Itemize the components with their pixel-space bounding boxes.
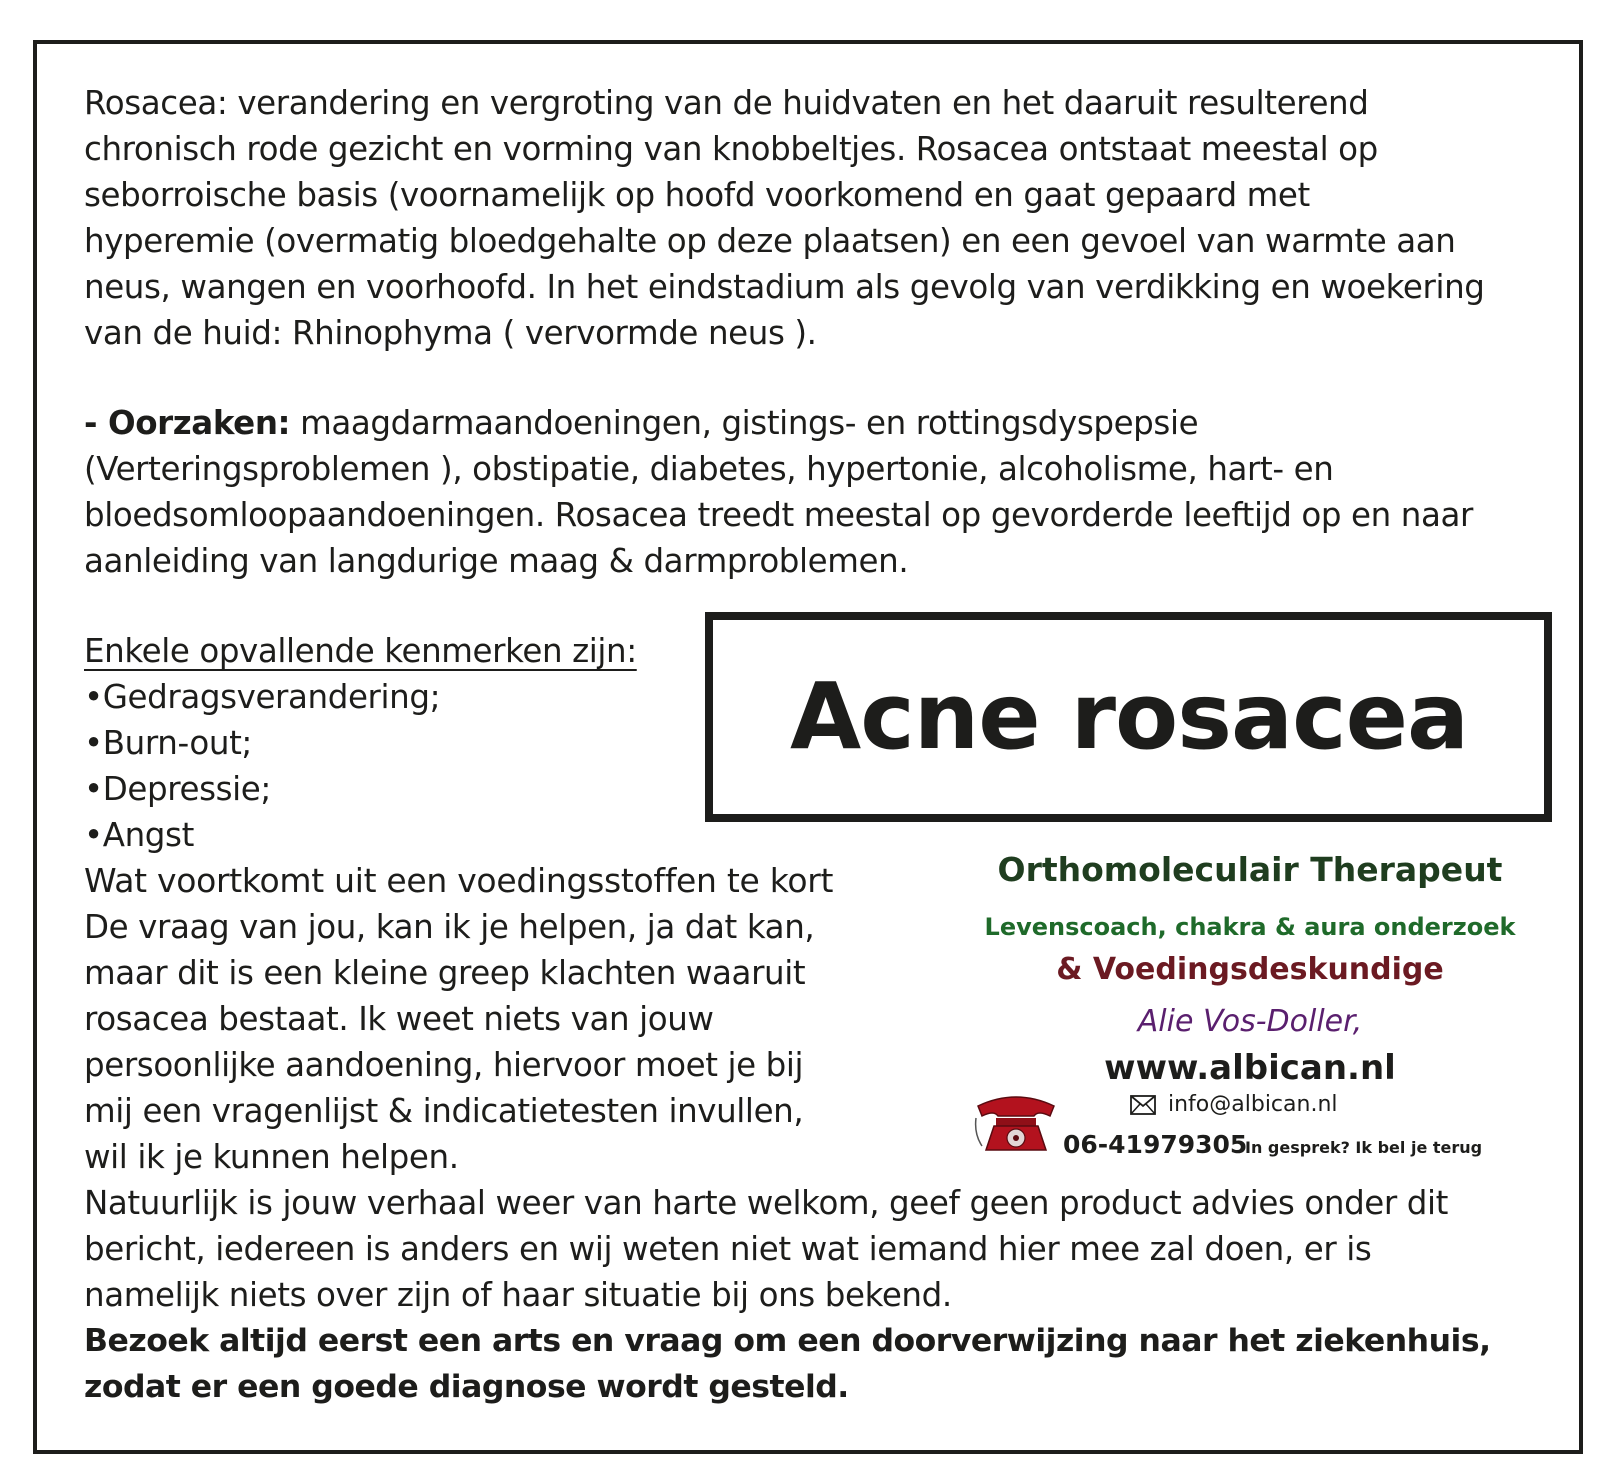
features-line: De vraag van jou, kan ik je helpen, ja dat kan,	[84, 908, 815, 946]
closing-line: namelijk niets over zijn of haar situatie bij ons bekend.	[84, 1276, 952, 1314]
closing-bold-line: zodat er een goede diagnose wordt gesteld.	[84, 1369, 849, 1405]
contact-subtitle: Levenscoach, chakra & aura onderzoek	[984, 913, 1516, 941]
features-line: wil ik je kunnen helpen.	[84, 1138, 459, 1176]
contact-callback: In gesprek? Ik bel je terug	[1245, 1138, 1483, 1157]
page-title: Acne rosacea	[790, 663, 1469, 770]
closing-line: Natuurlijk is jouw verhaal weer van harte welkom, geef geen product advies onder dit	[84, 1184, 1448, 1222]
intro-line-1	[84, 80, 1368, 126]
feature-item: •Burn-out;	[84, 724, 252, 762]
intro-line: neus, wangen en voorhoofd. In het eindstadium als gevolg van verdikking en woekering	[84, 268, 1485, 306]
features-subheading: Wat voortkomt uit een voedingsstoffen te kort	[84, 861, 834, 900]
causes-line: bloedsomloopaandoeningen. Rosacea treedt meestal op gevorderde leeftijd op en naar	[84, 496, 1473, 534]
telephone-icon	[972, 1092, 1060, 1158]
features-title: Enkele opvallende kenmerken zijn:	[84, 632, 637, 670]
contact-subtitle-2: & Voedingsdeskundige	[1056, 952, 1444, 987]
causes-line-1	[84, 400, 1198, 446]
intro-line-1-rest: en het daaruit resulterend	[942, 84, 1369, 122]
intro-line: seborroische basis (voornamelijk op hoofd voorkomend en gaat gepaard met	[84, 176, 1310, 214]
contact-title: Orthomoleculair Therapeut	[997, 850, 1503, 889]
contact-phone[interactable]: 06-41979305	[1063, 1130, 1248, 1159]
intro-lead: Rosacea: verandering en vergroting van de huidvaten	[84, 84, 943, 122]
causes-line: aanleiding van langdurige maag & darmproblemen.	[84, 542, 909, 580]
envelope-icon	[1130, 1095, 1156, 1115]
features-line: persoonlijke aandoening, hiervoor moet je bij	[84, 1046, 804, 1084]
intro-line: van de huid: Rhinophyma ( vervormde neus ).	[84, 314, 817, 352]
features-line: maar dit is een kleine greep klachten waaruit	[84, 954, 806, 992]
contact-email[interactable]: info@albican.nl	[1168, 1092, 1338, 1117]
causes-label: - Oorzaken:	[84, 404, 291, 442]
closing-line: bericht, iedereen is anders en wij weten niet wat iemand hier mee zal doen, er is	[84, 1230, 1372, 1268]
feature-item: •Angst	[84, 816, 194, 854]
feature-item: •Depressie;	[84, 770, 271, 808]
causes-line-1-rest: maagdarmaandoeningen, gistings- en rottingsdyspepsie	[290, 404, 1199, 442]
contact-name: Alie Vos-Doller,	[1137, 1004, 1363, 1039]
features-line: mij een vragenlijst & indicatietesten invullen,	[84, 1092, 804, 1130]
contact-website[interactable]: www.albican.nl	[1104, 1048, 1396, 1088]
feature-item: •Gedragsverandering;	[84, 678, 441, 716]
intro-line: chronisch rode gezicht en vorming van knobbeltjes. Rosacea ontstaat meestal op	[84, 130, 1378, 168]
intro-line: hyperemie (overmatig bloedgehalte op deze plaatsen) en een gevoel van warmte aan	[84, 222, 1456, 260]
causes-line: (Verteringsproblemen ), obstipatie, diabetes, hypertonie, alcoholisme, hart- en	[84, 450, 1334, 488]
features-line: rosacea bestaat. Ik weet niets van jouw	[84, 1000, 714, 1038]
closing-bold-line: Bezoek altijd eerst een arts en vraag om een doorverwijzing naar het ziekenhuis,	[84, 1323, 1491, 1359]
